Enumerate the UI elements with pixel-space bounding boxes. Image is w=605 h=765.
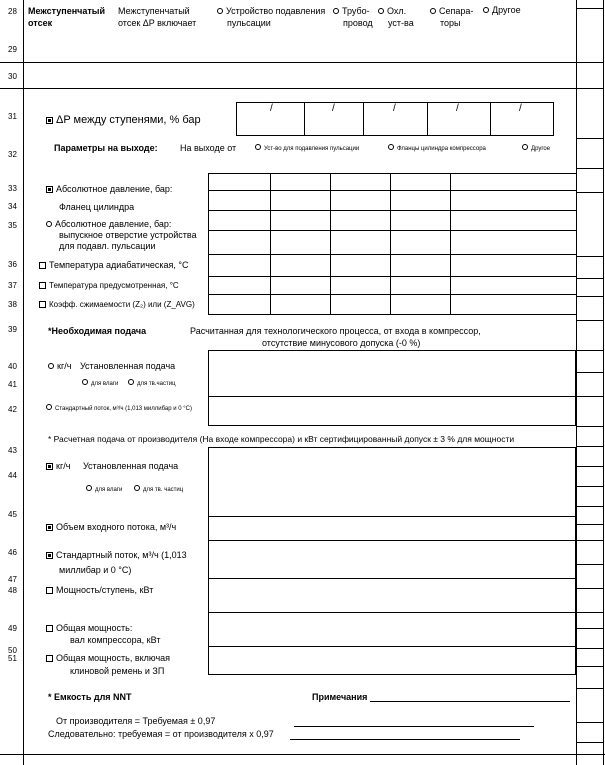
- radio-icon[interactable]: [378, 8, 384, 14]
- manufacturer-flow-box[interactable]: [208, 447, 576, 675]
- interstage-title: Межступенчатый отсек: [28, 6, 106, 28]
- compressibility-row[interactable]: Коэфф. сжимаемости (Z₂) или (Z_AVG): [39, 300, 195, 309]
- checkbox-icon[interactable]: [46, 552, 53, 559]
- row-number: 36: [8, 260, 17, 269]
- row-number: 50: [8, 646, 17, 655]
- radio-icon[interactable]: [46, 404, 52, 410]
- outlet-at-label: На выходе от: [180, 143, 237, 153]
- checkbox-icon[interactable]: [39, 282, 46, 289]
- nnt-capacity-label: * Емкость для NNT: [48, 692, 132, 702]
- abs-pressure-flange-row[interactable]: Абсолютное давление, бар:: [46, 184, 172, 194]
- required-flow-title: *Необходимая подача: [48, 326, 147, 336]
- mfr-total-power-belt-row[interactable]: Общая мощность, включая клиновой ремень и ЗП: [46, 652, 170, 678]
- row-separator: [0, 88, 576, 89]
- abs-pressure-pulsation-row[interactable]: Абсолютное давление, бар: выпускное отверстие устройства для подавл. пульсации: [46, 219, 197, 252]
- req-particle-option[interactable]: для тв.частиц: [128, 379, 176, 387]
- option-separator[interactable]: Сепара- торы: [430, 5, 473, 29]
- row-separator: [0, 62, 576, 63]
- checkbox-icon[interactable]: [46, 463, 53, 470]
- row-number: 29: [8, 45, 17, 54]
- checkbox-icon[interactable]: [46, 625, 53, 632]
- adiabatic-temp-row[interactable]: Температура адиабатическая, °C: [39, 260, 189, 270]
- option-pulsation-device[interactable]: Устройство подавления пульсации: [217, 5, 325, 29]
- radio-icon[interactable]: [134, 485, 140, 491]
- required-flow-calc-line1: Расчитанная для технологического процесса, от входа в компрессор,: [190, 326, 481, 336]
- mfr-kgh-row[interactable]: кг/ч Установленная подача: [46, 461, 178, 471]
- required-flow-box[interactable]: [208, 350, 576, 426]
- radio-icon[interactable]: [86, 485, 92, 491]
- row-number: 41: [8, 380, 17, 389]
- footer-line-2[interactable]: [290, 739, 520, 740]
- row-number: 35: [8, 221, 17, 230]
- dp-slash: /: [393, 103, 396, 114]
- row-number: 39: [8, 325, 17, 334]
- flange-label: Фланец цилиндра: [59, 202, 135, 212]
- row-number: 45: [8, 510, 17, 519]
- footer-formula-2: Следовательно: требуемая = от производителя x 0,97: [48, 729, 274, 739]
- radio-icon[interactable]: [430, 8, 436, 14]
- row-number: 48: [8, 586, 17, 595]
- outlet-option-other[interactable]: Другое: [522, 144, 550, 152]
- dp-slash: /: [519, 103, 522, 114]
- row-number: 33: [8, 184, 17, 193]
- row-number: 30: [8, 72, 17, 81]
- row-number: 28: [8, 7, 17, 16]
- radio-icon[interactable]: [82, 379, 88, 385]
- required-flow-calc-line2: отсутствие минусового допуска (-0 %): [262, 338, 421, 348]
- mfr-power-stage-row[interactable]: Мощность/ступень, кВт: [46, 585, 153, 595]
- row-number: 46: [8, 548, 17, 557]
- outlet-option-pulsation[interactable]: Уст-во для подавления пульсации: [255, 144, 359, 152]
- radio-icon[interactable]: [333, 8, 339, 14]
- radio-icon[interactable]: [48, 363, 54, 369]
- mfr-particle-option[interactable]: для тв. частиц: [134, 485, 183, 493]
- row-number: 44: [8, 471, 17, 480]
- dp-slash: /: [456, 103, 459, 114]
- outlet-option-flanges[interactable]: Фланцы цилиндра компрессора: [388, 144, 486, 152]
- row-number: 47: [8, 575, 17, 584]
- row-number: 43: [8, 446, 17, 455]
- radio-icon[interactable]: [255, 144, 261, 150]
- checkbox-icon[interactable]: [46, 524, 53, 531]
- row-number: 34: [8, 202, 17, 211]
- option-pipe[interactable]: Трубо- провод: [333, 5, 373, 29]
- radio-icon[interactable]: [128, 379, 134, 385]
- mfr-inlet-volume-row[interactable]: Объем входного потока, м³/ч: [46, 522, 176, 532]
- row-number: 42: [8, 405, 17, 414]
- radio-icon[interactable]: [46, 221, 52, 227]
- req-kgh-row[interactable]: кг/ч Установленная подача: [48, 361, 175, 371]
- manufacturer-flow-title: * Расчетная подача от производителя (На входе компрессора) и кВт сертифицированный допуск ± 3 % для мощности: [48, 434, 515, 444]
- row-number: 37: [8, 281, 17, 290]
- row-number: 40: [8, 362, 17, 371]
- row-number: 32: [8, 150, 17, 159]
- interstage-dp-label: Межступенчатый отсек ΔP включает: [118, 6, 197, 28]
- option-cooler[interactable]: Охл. уст-ва: [378, 5, 414, 29]
- radio-icon[interactable]: [388, 144, 394, 150]
- mfr-std-flow-row[interactable]: Стандартный поток, м³/ч (1,013 миллибар и 0 °C): [46, 548, 187, 578]
- checkbox-icon[interactable]: [46, 117, 53, 124]
- checkbox-icon[interactable]: [46, 186, 53, 193]
- bottom-line: [0, 754, 605, 755]
- frame-right-line: [576, 0, 577, 765]
- design-temp-row[interactable]: Температура предусмотренная, °C: [39, 281, 179, 290]
- option-other[interactable]: Другое: [483, 5, 521, 15]
- radio-icon[interactable]: [217, 8, 223, 14]
- frame-edge-line: [603, 0, 604, 765]
- row-number: 38: [8, 300, 17, 309]
- frame-left-line: [23, 0, 24, 765]
- notes-line[interactable]: [370, 701, 570, 702]
- dp-slash: /: [270, 103, 273, 114]
- radio-icon[interactable]: [483, 7, 489, 13]
- mfr-total-power-shaft-row[interactable]: Общая мощность: вал компрессора, кВт: [46, 622, 160, 646]
- radio-icon[interactable]: [522, 144, 528, 150]
- footer-formula-1: От производителя = Требуемая ± 0,97: [56, 716, 216, 726]
- row-number: 49: [8, 624, 17, 633]
- outlet-params-title: Параметры на выходе:: [54, 143, 158, 153]
- dp-between-stages-row[interactable]: ΔP между ступенями, % бар: [46, 114, 201, 126]
- notes-label: Примечания: [312, 692, 368, 702]
- checkbox-icon[interactable]: [39, 262, 46, 269]
- checkbox-icon[interactable]: [39, 301, 46, 308]
- req-wet-option[interactable]: для влаги: [82, 379, 118, 387]
- footer-line-1[interactable]: [294, 726, 534, 727]
- mfr-wet-option[interactable]: для влаги: [86, 485, 122, 493]
- row-number: 31: [8, 112, 17, 121]
- req-std-flow-row[interactable]: Стандартный поток, м³/ч (1,013 миллибар и 0 °C): [46, 404, 206, 414]
- dp-slash: /: [332, 103, 335, 114]
- row-number: 51: [8, 654, 17, 663]
- checkbox-icon[interactable]: [46, 655, 53, 662]
- checkbox-icon[interactable]: [46, 587, 53, 594]
